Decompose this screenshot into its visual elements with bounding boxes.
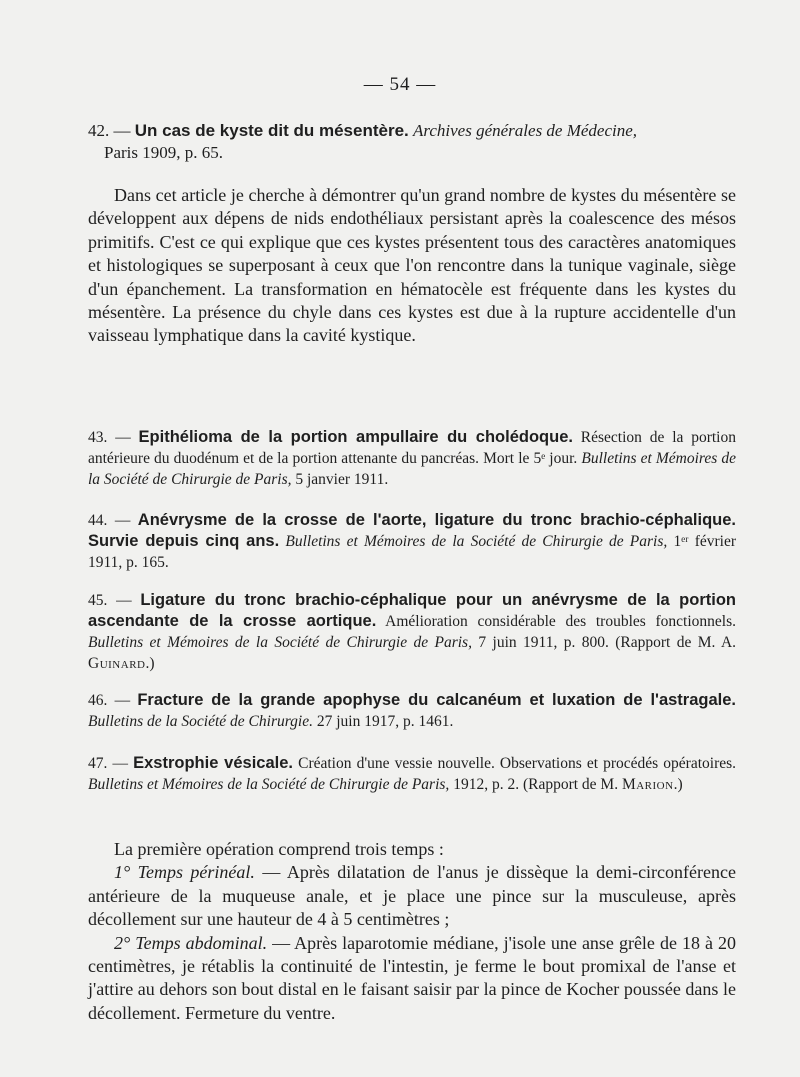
entry-title: Ligature du tronc brachio-céphalique pour un anévrysme de la portion ascendante de la crosse aortique. — [88, 591, 736, 630]
entry-details: Paris 1909, p. 65. — [104, 143, 223, 162]
entry-number: 45. — [88, 592, 108, 609]
entry-number: 44. — [88, 512, 108, 529]
entry-details: 5 janvier 1911. — [295, 471, 389, 488]
entry-reference: Bulletins de la Société de Chirurgie. — [88, 713, 313, 730]
entry-reference: Bulletins et Mémoires de la Société de Chirurgie de Paris, — [88, 450, 736, 488]
entry-number: 47. — [88, 755, 108, 772]
entry-details: 1ᵉʳ février 1911, p. 165. — [88, 533, 737, 571]
entry-dash: — — [114, 692, 131, 709]
entry-close: .) — [145, 655, 155, 672]
entry-reference: Bulletins et Mémoires de la Société de Chirurgie de Paris, — [285, 533, 668, 550]
entry-reference: Archives générales de Médecine, — [413, 121, 638, 140]
step-1-text: — Après dilatation de l'anus je dissèque la demi-circonférence antérieure de la muqueuse anale, et je place une pince sur la musculeuse, après décollement sur une hauteur de 4 à 5 centimètres ; — [88, 862, 736, 930]
procedure-description — [88, 838, 736, 1025]
entry-details: 27 juin 1917, p. 1461. — [316, 713, 454, 730]
entry-dash: — — [116, 592, 132, 609]
entry-number: 46. — [88, 692, 108, 709]
bibliography-entry-43 — [88, 427, 736, 490]
step-2-label: 2° Temps abdominal. — [114, 932, 268, 953]
procedure-intro: La première opération comprend trois temps : — [114, 839, 444, 859]
entry-reference: Bulletins et Mémoires de la Société de Chirurgie de Paris, — [88, 634, 472, 651]
entry-42-summary — [88, 184, 736, 348]
entry-author: Guinard — [88, 655, 146, 672]
entry-description: Amélioration considérable des troubles fonctionnels. — [385, 613, 736, 630]
entry-dash: — — [113, 121, 131, 140]
entry-description: Résection de la portion antérieure du duodénum et de la portion attenante du pancréas. Mort le 5ᵉ jour. — [88, 429, 736, 467]
entry-description: Création d'une vessie nouvelle. Observations et procédés opératoires. — [298, 755, 737, 772]
bibliography-entry-44 — [88, 510, 736, 573]
entry-close: .) — [673, 776, 683, 793]
bibliography-entry-46 — [88, 690, 736, 732]
entry-title: Anévrysme de la crosse de l'aorte, ligature du tronc brachio-céphalique. Survie depuis cinq ans. — [88, 511, 736, 550]
entry-title: Exstrophie vésicale. — [133, 754, 293, 772]
bibliography-entry-42 — [88, 120, 736, 164]
step-2-text: — Après laparotomie médiane, j'isole une anse grêle de 18 à 20 centimètres, je rétablis la continuité de l'intestin, je ferme le bout promixal de l'anse et j'attire au dehors son bout distal en le faisant saisir par la pince de Kocher poussée dans le décollement. Fermeture du ventre. — [88, 932, 736, 1023]
entry-title: Un cas de kyste dit du mésentère. — [134, 121, 409, 140]
procedure-step-1 — [88, 861, 736, 931]
entry-details: 7 juin 1911, p. 800. (Rapport de M. A. — [478, 634, 737, 651]
entry-number: 42. — [88, 121, 110, 140]
entry-reference: Bulletins et Mémoires de la Société de Chirurgie de Paris, — [88, 776, 450, 793]
entry-title: Fracture de la grande apophyse du calcanéum et luxation de l'astragale. — [137, 691, 736, 709]
bibliography-entry-47 — [88, 753, 736, 795]
entry-title: Epithélioma de la portion ampullaire du cholédoque. — [138, 428, 573, 446]
entry-details: 1912, p. 2. (Rapport de M. — [453, 776, 619, 793]
entry-dash: — — [115, 429, 131, 446]
entry-author: Marion — [621, 776, 674, 793]
entry-dash: — — [114, 512, 131, 529]
step-1-label: 1° Temps périnéal. — [114, 862, 255, 883]
summary-paragraph: Dans cet article je cherche à démontrer qu'un grand nombre de kystes du mésentère se développent aux dépens de nids endothéliaux persistant après la coalescence des mésos primitifs. C'est ce qui explique que ces kystes présentent tous des caractères anatomiques et histologiques se superposant à ceux que l'on rencontre dans la tunique vaginale, siège d'un épanchement. La transformation en hématocèle est fréquente dans les kystes du mésentère. La présence du chyle dans ces kystes est due à la rupture accidentelle d'un vaisseau lymphatique dans la cavité kystique. — [88, 185, 736, 346]
page-number: — 54 — — [363, 74, 437, 95]
entry-dash: — — [112, 755, 128, 772]
bibliography-entry-45 — [88, 590, 736, 674]
entry-number: 43. — [88, 429, 108, 446]
procedure-step-2 — [88, 932, 736, 1026]
